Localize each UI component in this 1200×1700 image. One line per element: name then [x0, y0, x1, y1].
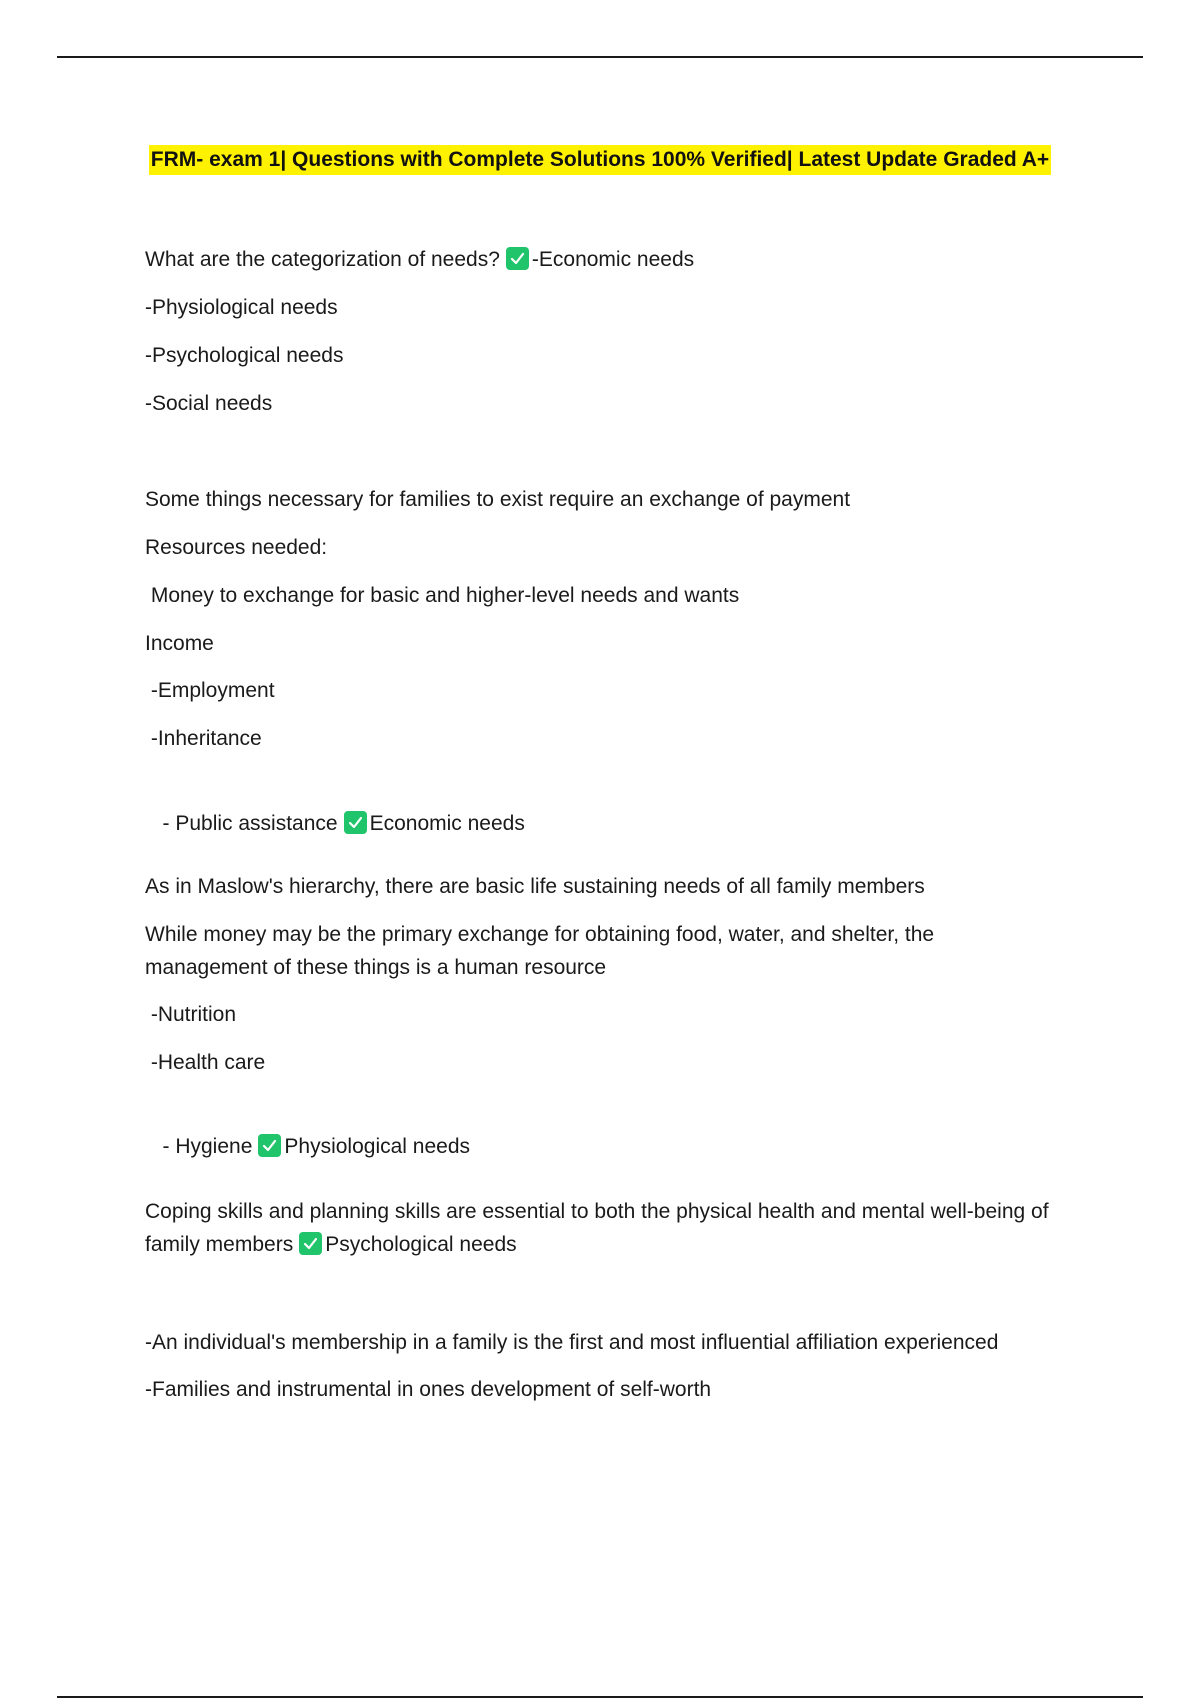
- title-wrap: [0, 145, 1200, 175]
- q3-item: -Nutrition: [145, 1003, 237, 1026]
- check-mark-icon: [506, 247, 529, 270]
- q2-last-line: - Public assistance: [156, 812, 338, 835]
- q2-line: Income: [145, 632, 214, 655]
- q4-question-answer: [145, 1195, 1090, 1261]
- q3-item: -Health care: [145, 1051, 266, 1074]
- q1-question: What are the categorization of needs?: [145, 248, 500, 271]
- q2-line: Some things necessary for families to exist require an exchange of payment: [145, 488, 851, 511]
- q2-line: Money to exchange for basic and higher-level needs and wants: [145, 584, 740, 607]
- q4-answer: Psychological needs: [325, 1233, 517, 1256]
- q1-answer-first: -Economic needs: [531, 248, 695, 271]
- check-mark-icon: [258, 1134, 281, 1157]
- q1-answer-line: -Physiological needs: [145, 296, 338, 319]
- check-mark-icon: [344, 811, 367, 834]
- q5-line: -An individual's membership in a family is the first and most influential affiliation experienced: [145, 1331, 999, 1354]
- top-rule: [57, 56, 1143, 58]
- q2-line: -Inheritance: [145, 727, 262, 750]
- q3-answer-line: [145, 1097, 1085, 1163]
- q1-answer-line: -Social needs: [145, 392, 273, 415]
- q1-question-line: [145, 243, 1085, 276]
- q2-line: Resources needed:: [145, 536, 328, 559]
- q2-answer: Economic needs: [369, 812, 525, 835]
- check-mark-icon: [299, 1232, 322, 1255]
- q2-line: -Employment: [145, 679, 275, 702]
- q3-line: While money may be the primary exchange for obtaining food, water, and shelter, the management of these things is a human resource: [145, 923, 935, 979]
- q4-question: Coping skills and planning skills are essential to both the physical health and mental well-being of family members: [145, 1200, 1049, 1256]
- bottom-rule: [57, 1696, 1143, 1698]
- q5-line: -Families and instrumental in ones development of self-worth: [145, 1378, 712, 1401]
- q1-answer-line: -Psychological needs: [145, 344, 344, 367]
- q2-answer-line: [145, 774, 1085, 840]
- document-title: FRM- exam 1| Questions with Complete Solutions 100% Verified| Latest Update Graded A+: [149, 145, 1051, 175]
- q3-line: As in Maslow's hierarchy, there are basic life sustaining needs of all family members: [145, 875, 925, 898]
- q3-answer: Physiological needs: [284, 1135, 471, 1158]
- q3-last-line: - Hygiene: [156, 1135, 253, 1158]
